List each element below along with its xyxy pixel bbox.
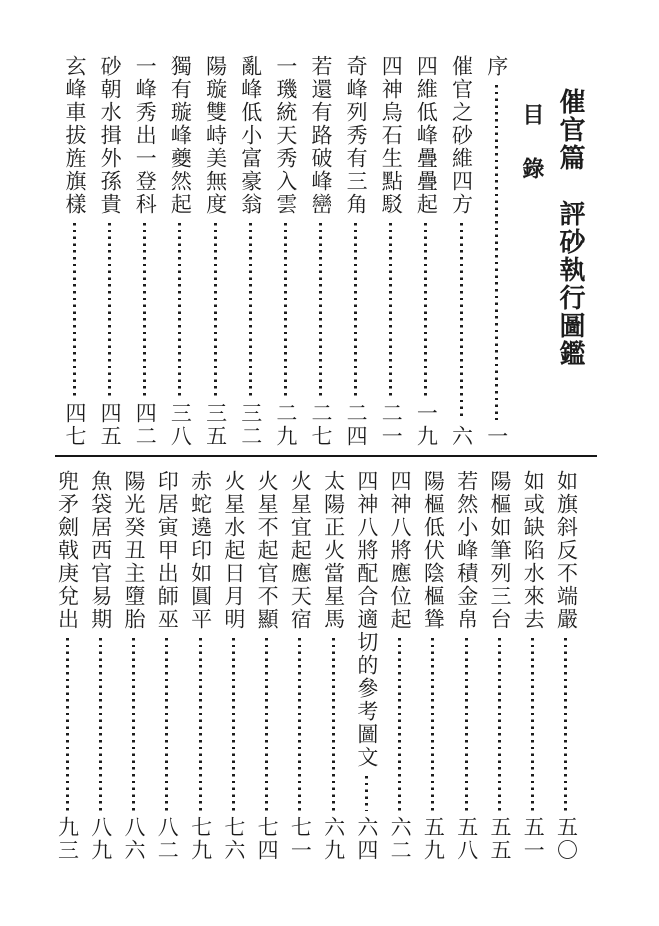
- book-title: 催官篇 評砂執行圖鑑: [554, 88, 585, 368]
- toc-entry: [152, 470, 182, 862]
- toc-entry: [318, 470, 348, 862]
- toc-entry-title: 赤蛇遶印如圓平: [188, 470, 213, 631]
- toc-entry-page-number: 四五: [98, 402, 123, 448]
- toc-entry-page-number: 六二: [388, 816, 413, 862]
- toc-entry-page-number: 二七: [308, 402, 333, 448]
- dotted-leader: [143, 223, 146, 397]
- toc-entry: [385, 470, 415, 862]
- toc-entry-title: 序: [484, 55, 509, 78]
- toc-entry-title: 若還有路破峰巒: [308, 55, 333, 216]
- toc-entry: [351, 470, 381, 862]
- toc-entry-title: 如或缺陷水來去: [521, 470, 546, 631]
- toc-entry-page-number: 八六: [122, 816, 147, 862]
- dotted-leader: [66, 638, 69, 811]
- toc-entry-title: 印居寅甲出師巫: [155, 470, 180, 631]
- book-title-column: [551, 55, 589, 448]
- toc-entry-title: 砂朝水揖外孫貴: [98, 55, 123, 216]
- toc-entry-page-number: 七四: [255, 816, 280, 862]
- toc-entry-title: 火星水起日月明: [221, 470, 246, 631]
- dotted-leader: [495, 85, 498, 420]
- toc-entry: [128, 55, 161, 448]
- dotted-leader: [214, 223, 217, 397]
- dotted-leader: [232, 638, 235, 811]
- toc-entry-page-number: 二一: [379, 402, 404, 448]
- toc-entry-page-number: 三二: [238, 402, 263, 448]
- toc-entry-page-number: 四七: [63, 402, 87, 448]
- toc-entry-page-number: 五八: [454, 816, 479, 862]
- toc-entry-title: 奇峰列秀有三角: [344, 55, 369, 216]
- toc-entry-page-number: 三八: [168, 402, 193, 448]
- dotted-leader: [319, 223, 322, 397]
- dotted-leader: [389, 223, 392, 397]
- toc-entry-page-number: 五九: [421, 816, 446, 862]
- toc-entry-page-number: 二四: [344, 402, 369, 448]
- toc-entry-title: 四神八將配合適切的參考圖文: [354, 470, 379, 769]
- toc-entry: [93, 55, 126, 448]
- dotted-leader: [398, 638, 401, 811]
- dotted-leader: [298, 638, 301, 811]
- toc-entry: [451, 470, 481, 862]
- toc-heading: 目錄: [518, 103, 545, 211]
- toc-entry-page-number: 八二: [155, 816, 180, 862]
- toc-entry: [85, 470, 115, 862]
- toc-entry-page-number: 四二: [133, 402, 158, 448]
- toc-entry-page-number: 七一: [288, 816, 313, 862]
- toc-entry: [484, 470, 514, 862]
- toc-entry: [445, 55, 478, 448]
- dotted-leader: [249, 223, 252, 397]
- toc-entry: [285, 470, 315, 862]
- dotted-leader: [165, 638, 168, 811]
- dotted-leader: [354, 223, 357, 397]
- toc-entry-title: 獨有璇峰夔然起: [168, 55, 193, 216]
- toc-entry-title: 陽樞如筆列三台: [487, 470, 512, 631]
- toc-entry: [374, 55, 407, 448]
- toc-entry-page-number: 五〇: [554, 816, 579, 862]
- toc-entry-page-number: 五一: [521, 816, 546, 862]
- toc-entry-title: 四維低峰疊疊起: [414, 55, 439, 216]
- dotted-leader: [199, 638, 202, 811]
- toc-entry: [252, 470, 282, 862]
- dotted-leader: [498, 638, 501, 811]
- toc-entry: [418, 470, 448, 862]
- toc-section-top: [58, 55, 589, 448]
- dotted-leader: [564, 638, 567, 811]
- toc-entry: [551, 470, 581, 862]
- toc-entry: [199, 55, 232, 448]
- dotted-leader: [108, 223, 111, 397]
- toc-entry-page-number: 一: [484, 425, 509, 448]
- dotted-leader: [424, 223, 427, 397]
- toc-entry-title: 魚袋居西官易期: [88, 470, 113, 631]
- toc-entry-page-number: 六: [449, 425, 474, 448]
- toc-entry-title: 若然小峰積金帛: [454, 470, 479, 631]
- toc-entry-title: 一峰秀出一登科: [133, 55, 158, 216]
- toc-entry-title: 催官之砂維四方: [449, 55, 474, 216]
- section-divider-rule: [55, 455, 597, 457]
- dotted-leader: [431, 638, 434, 811]
- toc-entry-page-number: 七九: [188, 816, 213, 862]
- dotted-leader: [365, 776, 368, 811]
- toc-entry-page-number: 六四: [354, 816, 379, 862]
- dotted-leader: [132, 638, 135, 811]
- toc-entry-page-number: 二九: [273, 402, 298, 448]
- toc-entry-page-number: 五五: [487, 816, 512, 862]
- dotted-leader: [284, 223, 287, 397]
- toc-entry-page-number: 八九: [88, 816, 113, 862]
- toc-entry: [409, 55, 442, 448]
- dotted-leader: [265, 638, 268, 811]
- toc-entry-title: 亂峰低小富豪翁: [238, 55, 263, 216]
- toc-entry-title: 陽光癸丑主墮胎: [122, 470, 147, 631]
- toc-entry-title: 一璣統天秀入雲: [273, 55, 298, 216]
- toc-entry: [304, 55, 337, 448]
- toc-entry-title: 四神八將應位起: [388, 470, 413, 631]
- toc-entry-page-number: 九三: [55, 816, 80, 862]
- toc-entry-title: 陽樞低伏陰樞聳: [421, 470, 446, 631]
- toc-entry: [480, 55, 513, 448]
- toc-entry-title: 四神烏石生點駁: [379, 55, 404, 216]
- dotted-leader: [99, 638, 102, 811]
- toc-entry-title: 陽璇雙峙美無度: [203, 55, 228, 216]
- toc-entry: [58, 55, 91, 448]
- toc-entry-page-number: 七六: [221, 816, 246, 862]
- toc-entry-title: 太陽正火當星馬: [321, 470, 346, 631]
- toc-heading-column: [515, 55, 549, 448]
- toc-entry: [518, 470, 548, 862]
- dotted-leader: [332, 638, 335, 811]
- toc-entry: [234, 55, 267, 448]
- toc-entry: [269, 55, 302, 448]
- toc-entry-page-number: 六九: [321, 816, 346, 862]
- dotted-leader: [460, 223, 463, 420]
- toc-entry: [52, 470, 82, 862]
- toc-entry: [218, 470, 248, 862]
- toc-entry: [163, 55, 196, 448]
- dotted-leader: [73, 223, 76, 397]
- toc-entry: [185, 470, 215, 862]
- toc-section-bottom: [52, 470, 581, 862]
- toc-entry: [339, 55, 372, 448]
- toc-entry-page-number: 三五: [203, 402, 228, 448]
- dotted-leader: [531, 638, 534, 811]
- dotted-leader: [178, 223, 181, 397]
- dotted-leader: [465, 638, 468, 811]
- toc-entry-title: 兜矛劍戟庚兌出: [55, 470, 80, 631]
- toc-entry: [119, 470, 149, 862]
- toc-entry-title: 火星不起官不顯: [255, 470, 280, 631]
- toc-entry-page-number: 一九: [414, 402, 439, 448]
- toc-entry-title: 如旗斜反不端嚴: [554, 470, 579, 631]
- toc-entry-title: 火星宜起應天宿: [288, 470, 313, 631]
- toc-entry-title: 玄峰車拔旌旗樣: [63, 55, 87, 216]
